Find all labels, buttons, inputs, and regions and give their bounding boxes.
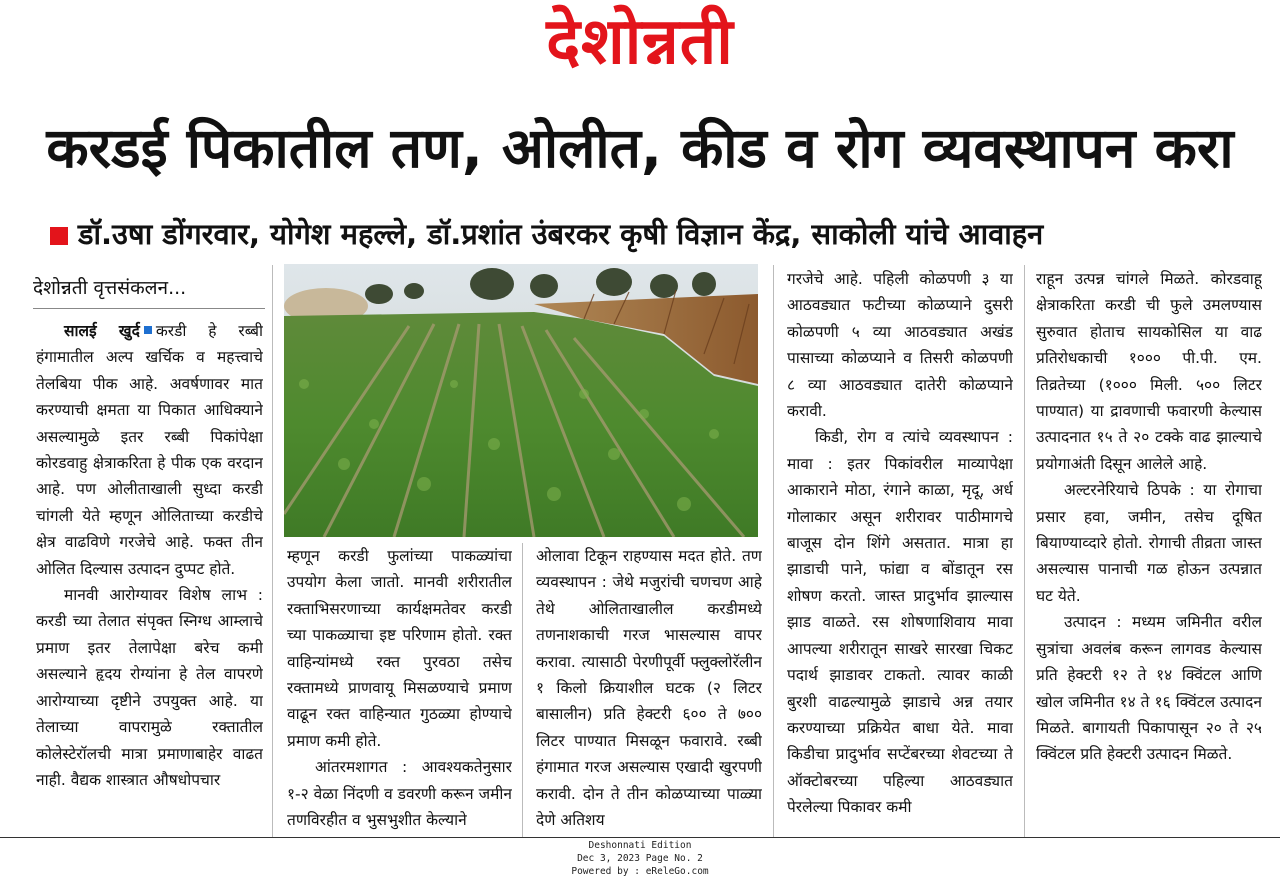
paragraph: अल्टरनेरियाचे ठिपके : या रोगाचा प्रसार हवा, जमीन, तसेच दूषित बियाण्याव्दारे होतो. रोगाची तीव्रता जास्त असल्यास पानाची गळ होऊन उत्पन्नात घट येते. xyxy=(1036,481,1262,605)
edition-name: Deshonnati Edition xyxy=(588,840,692,851)
column-divider xyxy=(1024,265,1025,837)
byline-divider xyxy=(33,308,265,309)
paragraph: राहून उत्पन्न चांगले मिळते. कोरडवाहू क्षेत्राकरिता करडी ची फुले उमलण्यास सुरुवात होताच सायकोसिल या वाढ प्रतिरोधकाची १००० पी.पी. एम. तिव्रतेच्या (१००० मिली. ५०० लिटर पाण्यात) या द्रावणाची फवारणी केल्यास उत्पादनात १५ ते २० टक्के वाढ झाल्याचे प्रयोगाअंती दिसून आलेले आहे. xyxy=(1036,270,1262,473)
masthead xyxy=(0,0,1280,88)
paragraph: गरजेचे आहे. पहिली कोळपणी ३ या आठवड्यात फटीच्या कोळप्याने दुसरी कोळपणी ५ व्या आठवड्यात अखंड पासाच्या कोळप्याने व तिसरी कोळपणी ८ व्या आठवड्यात दातेरी कोळप्याने करावी. xyxy=(787,270,1013,421)
article-column-5 xyxy=(1036,266,1262,836)
column-divider xyxy=(773,265,774,837)
article-column-2 xyxy=(287,543,512,836)
paragraph: आंतरमशागत : आवश्यकतेनुसार १-२ वेळा निंदणी व डवरणी करून जमीन तणविरहीत व भुसभुशीत केल्याने xyxy=(287,758,512,830)
paragraph: म्हणून करडी फुलांच्या पाकळ्यांचा उपयोग केला जातो. मानवी शरीरातील रक्ताभिसरणाच्या कार्यक्षमतेवर करडी च्या पाकळ्याचा इष्ट परिणाम होतो. रक्त वाहिन्यांमध्ये रक्त पुरवठा तसेच रक्तामध्ये प्राणवायू मिसळण्याचे प्रमाण वाढून रक्त वाहिन्यात गुठळ्या होण्याचे प्रमाण कमी होते. xyxy=(287,547,512,750)
paragraph: मानवी आरोग्यावर विशेष लाभ : करडी च्या तेलात संपृक्त स्निग्ध आम्लाचे प्रमाण इतर तेलापेक्षा बरेच कमी असल्याने हृदय रोग्यांना हे तेल वापरणे आरोग्याच्या दृष्टीने उपयुक्त आहे. या तेलाच्या वापरामुळे रक्तातील कोलेस्टेरॉलची मात्रा प्रमाणाबाहेर वाढत नाही. वैद्यक शास्त्रात औषधोपचार xyxy=(36,586,263,789)
article-subheadline xyxy=(50,208,1275,260)
powered-by: Powered by : eReleGo.com xyxy=(571,866,709,877)
paragraph: सालई खुर्द करडी हे रब्बी हंगामातील अल्प खर्चिक व महत्त्वाचे तेलबिया पीक आहे. अवर्षणावर मात करण्याची क्षमता या पिकात आधिक्याने असल्यामुळे इतर रब्बी पिकांपेक्षा कोरडवाहु क्षेत्राकरिता हे पीक एक वरदान आहे. पण ओलीताखाली सुध्दा करडी चांगली येते म्हणून ओलिताच्या करडीचे क्षेत्र वाढविणे गरजेचे आहे. फक्त तीन ओलित दिल्यास उत्पादन दुप्पट होते. xyxy=(36,322,263,578)
edition-date-page: Dec 3, 2023 Page No. 2 xyxy=(577,853,703,864)
dateline: सालई खुर्द xyxy=(64,322,140,340)
article-column-4 xyxy=(787,266,1013,836)
paragraph: ओलावा टिकून राहण्यास मदत होते. तण व्यवस्थापन : जेथे मजुरांची चणचण आहे तेथे ओलिताखालील करडीमध्ये तणनाशकाची गरज भासल्यास वापर करावा. त्यासाठी पेरणीपूर्वी फ्लुक्लोरॅलीन १ किलो क्रियाशील घटक (२ लिटर बासालीन) प्रति हेक्टरी ६०० ते ७०० लिटर पाण्यात मिसळून फवारावे. रब्बी हंगामात गरज असल्यास एखादी खुरपणी करावी. दोन ते तीन कोळप्याच्या पाळ्या देणे अतिशय xyxy=(536,547,762,830)
column-divider xyxy=(272,265,273,837)
paragraph: उत्पादन : मध्यम जमिनीत वरील सुत्रांचा अवलंब करून लागवड केल्यास प्रति हेक्टरी १२ ते १४ क्विंटल आणि खोल जमिनीत १४ ते १६ क्विंटल उत्पादन मिळते. बागायती पिकापासून २० ते २५ क्विंटल प्रति हेक्टरी उत्पादन मिळते. xyxy=(1036,613,1262,764)
edition-footer xyxy=(0,839,1280,881)
red-bullet-icon xyxy=(50,227,68,245)
article-headline: करडई पिकातील तण, ओलीत, कीड व रोग व्यवस्थापन करा xyxy=(46,116,1234,180)
crop-field-photo xyxy=(284,264,758,537)
paragraph: किडी, रोग व त्यांचे व्यवस्थापन : मावा : इतर पिकांवरील माव्यापेक्षा आकाराने मोठा, रंगाने काळा, मृदू, अर्ध गोलाकार असून शरीरावर पाठीमागचे बाजूस दोन शिंगे असतात. मात्रा हा झाडाची पाने, फांद्या व बोंडातून रस शोषण करतो. जास्त प्रादुर्भाव झाल्यास झाड वाळते. रस शोषणाशिवाय मावा आपल्या शरीरातून साखरे सारखा चिकट पदार्थ झाडावर टाकतो. त्यावर काळी बुरशी वाढल्यामुळे झाडाचे अन्न तयार करण्याच्या प्रक्रियेत बाधा येते. मावा किडीचा प्रादुर्भाव सप्टेंबरच्या शेवटच्या ते ऑक्टोबरच्या पहिल्या आठवड्यात पेरलेल्या पिकावर कमी xyxy=(787,428,1013,817)
footer-divider xyxy=(0,837,1280,838)
article-column-3 xyxy=(536,543,762,836)
square-bullet-icon xyxy=(144,326,152,334)
subhead-text: डॉ.उषा डोंगरवार, योगेश महल्ले, डॉ.प्रशांत उंबरकर कृषी विज्ञान केंद्र, साकोली यांचे आवाहन xyxy=(78,217,1044,251)
article-column-1 xyxy=(36,318,263,836)
newspaper-logo: देशोन्नती xyxy=(546,5,734,79)
byline: देशोन्नती वृत्तसंकलन... xyxy=(33,277,187,299)
column-divider xyxy=(522,543,523,837)
